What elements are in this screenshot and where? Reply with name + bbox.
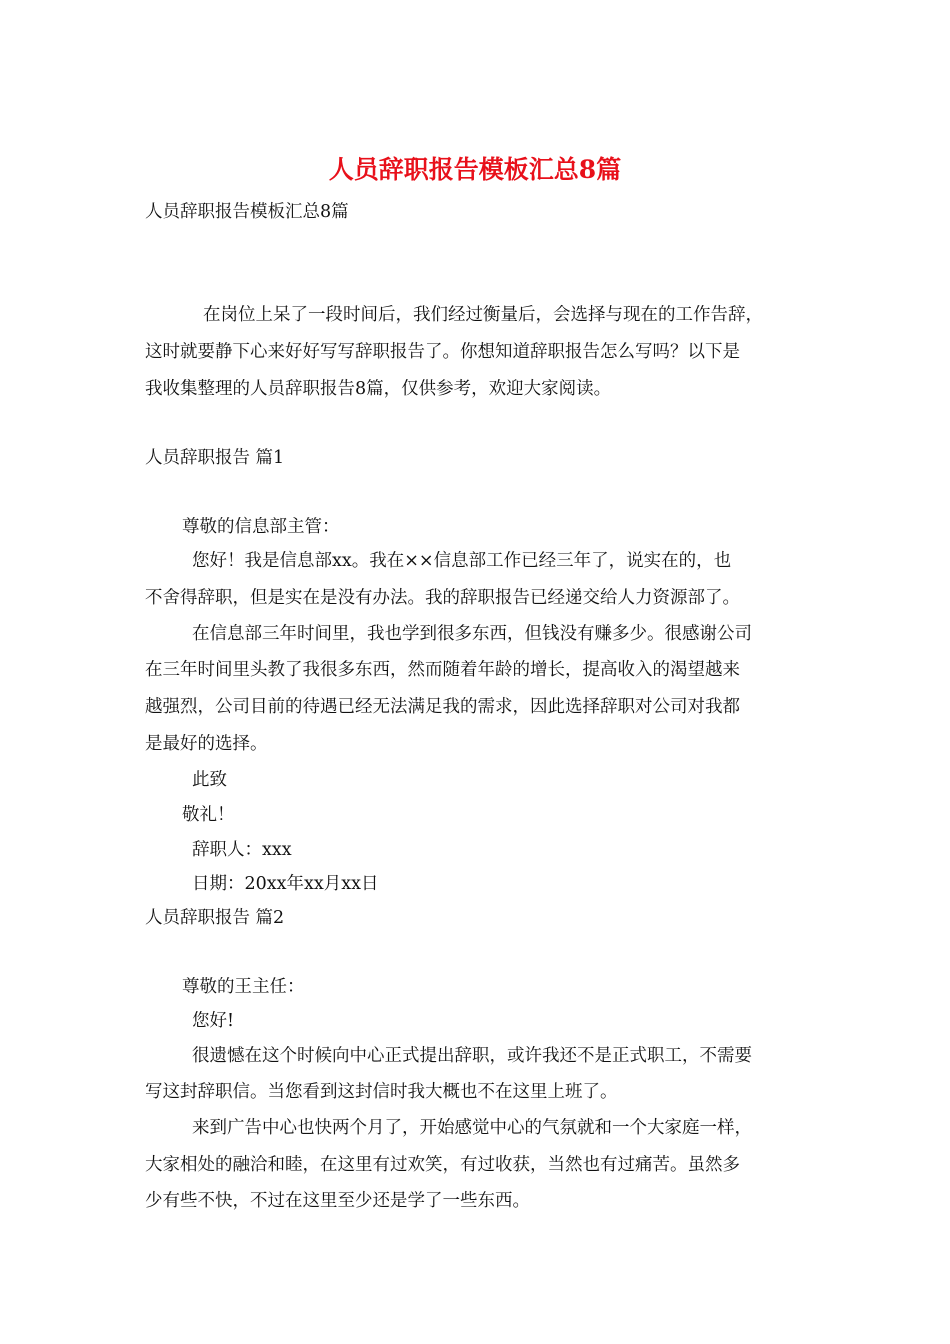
intro-line: 我收集整理的人员辞职报告8篇，仅供参考，欢迎大家阅读。	[145, 379, 612, 399]
paragraph-line: 少有些不快，不过在这里至少还是学了一些东西。	[145, 1191, 530, 1211]
paragraph-line: 很遗憾在这个时候向中心正式提出辞职，或许我还不是正式职工，不需要	[192, 1046, 752, 1066]
intro-line: 在岗位上呆了一段时间后，我们经过衡量后，会选择与现在的工作告辞，	[203, 305, 763, 325]
section-heading: 人员辞职报告 篇2	[145, 908, 285, 928]
closing-line: 敬礼！	[182, 805, 235, 825]
paragraph-line: 大家相处的融洽和睦，在这里有过欢笑，有过收获，当然也有过痛苦。虽然多	[145, 1155, 740, 1175]
paragraph-line: 在信息部三年时间里，我也学到很多东西，但钱没有赚多少。很感谢公司	[192, 624, 752, 644]
document-subtitle: 人员辞职报告模板汇总8篇	[145, 202, 349, 222]
salutation: 尊敬的信息部主管：	[182, 517, 340, 537]
paragraph-line: 来到广告中心也快两个月了，开始感觉中心的气氛就和一个大家庭一样，	[192, 1118, 752, 1138]
paragraph-line: 在三年时间里头教了我很多东西，然而随着年龄的增长，提高收入的渴望越来	[145, 660, 740, 680]
closing-line: 此致	[192, 770, 227, 790]
intro-line: 这时就要静下心来好好写写辞职报告了。你想知道辞职报告怎么写吗？以下是	[145, 342, 740, 362]
paragraph-line: 是最好的选择。	[145, 734, 268, 754]
paragraph-line: 不舍得辞职，但是实在是没有办法。我的辞职报告已经递交给人力资源部了。	[145, 588, 740, 608]
salutation: 尊敬的王主任：	[182, 977, 305, 997]
paragraph-line: 您好！我是信息部xx。我在××信息部工作已经三年了，说实在的，也	[192, 551, 732, 571]
section-heading: 人员辞职报告 篇1	[145, 448, 285, 468]
signer-line: 辞职人：xxx	[192, 840, 292, 860]
paragraph-line: 写这封辞职信。当您看到这封信时我大概也不在这里上班了。	[145, 1082, 618, 1102]
greeting-line: 您好!	[192, 1011, 235, 1031]
paragraph-line: 越强烈，公司目前的待遇已经无法满足我的需求，因此选择辞职对公司对我都	[145, 697, 740, 717]
date-line: 日期：20xx年xx月xx日	[192, 874, 379, 894]
document-title: 人员辞职报告模板汇总8篇	[328, 155, 622, 184]
